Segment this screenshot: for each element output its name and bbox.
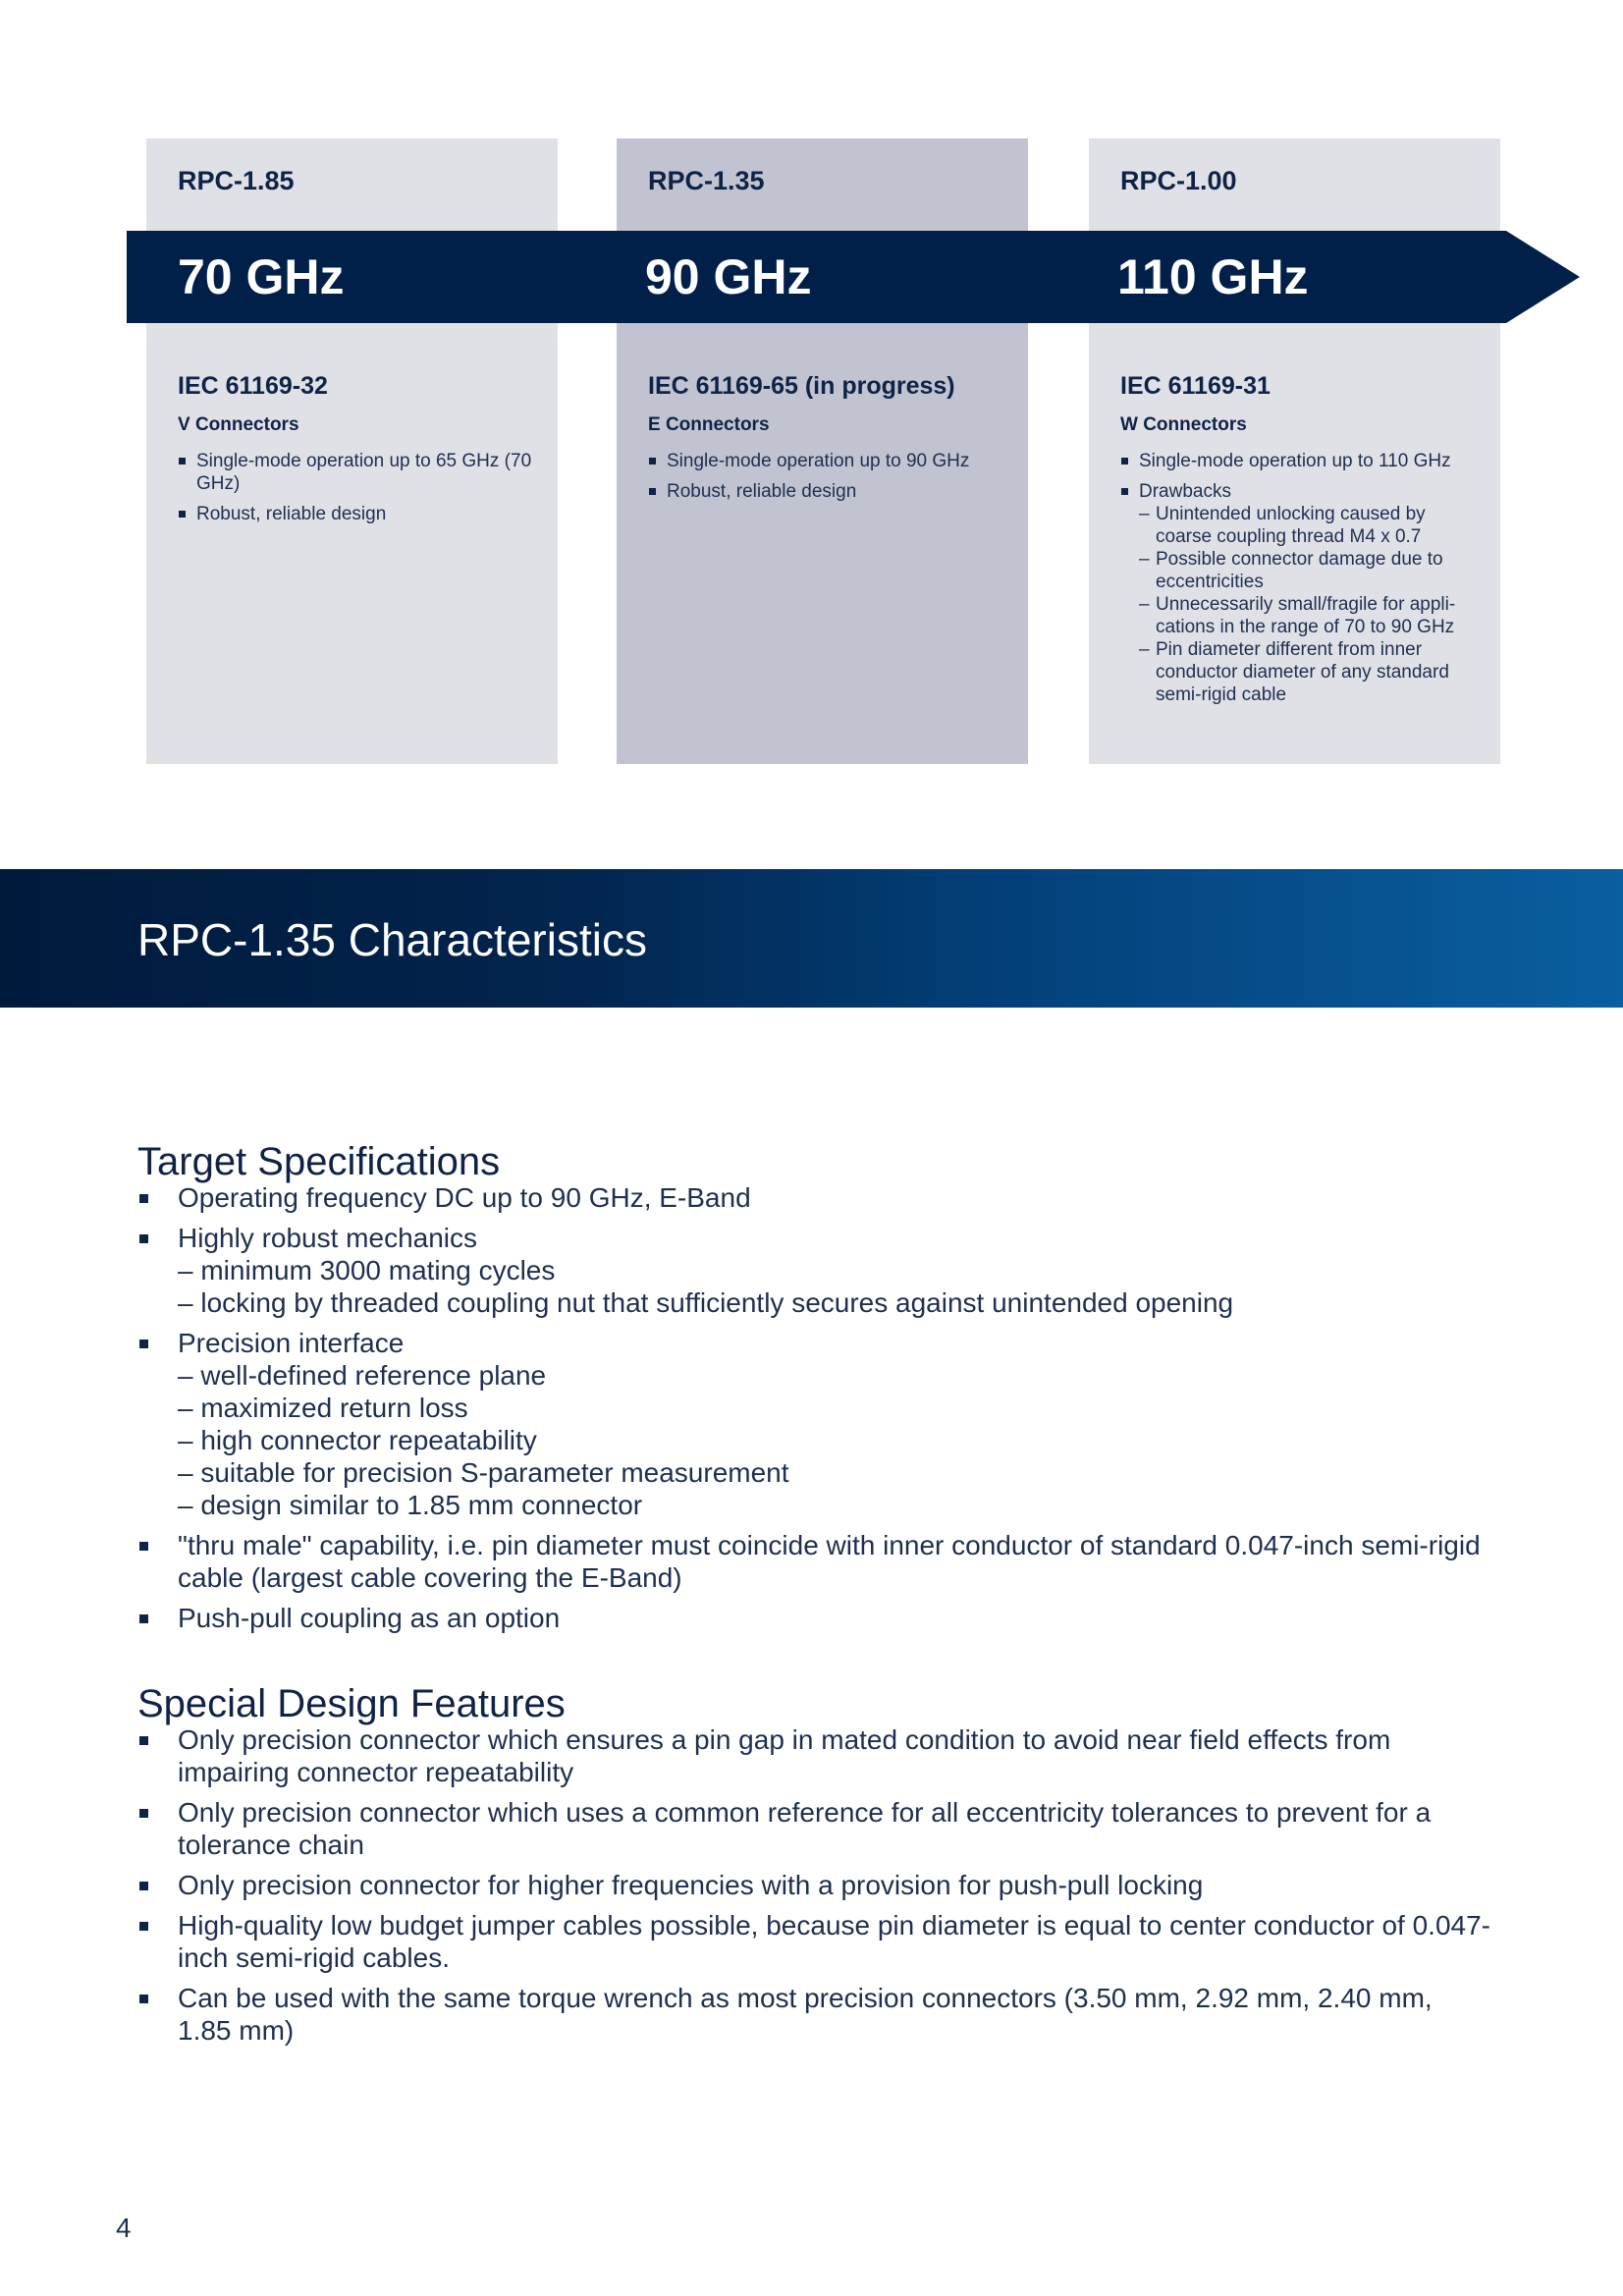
list-item: Robust, reliable design (178, 503, 534, 525)
list-item-text: Highly robust mechanics (178, 1223, 478, 1253)
list-item (137, 1602, 1492, 1634)
target-specifications-heading: Target Specifications (137, 1140, 501, 1183)
list-item: Robust, reliable design (648, 480, 1004, 503)
frequency-label: 110 GHz (1117, 249, 1309, 304)
list-item-text: "thru male" capability, i.e. pin diameter must coincide with inner conductor of standard 0.047-inch semi-rigid cable (largest cable covering the E-Band) (178, 1530, 1481, 1593)
column-title: RPC-1.35 (648, 166, 765, 195)
column-body (178, 372, 534, 533)
column-standard: IEC 61169-31 (1120, 372, 1271, 400)
list-item (137, 1327, 1492, 1521)
list-item: Single-mode operation up to 110 GHz (1120, 450, 1477, 472)
frequency-arrow (127, 231, 1580, 323)
list-item-text: Operating frequency DC up to 90 GHz, E-Band (178, 1182, 751, 1213)
column-connector-type: W Connectors (1120, 414, 1247, 435)
list-item (137, 1529, 1492, 1594)
column-feature-list (178, 450, 534, 525)
column-connector-type: E Connectors (648, 414, 770, 435)
list-item-text: Push-pull coupling as an option (178, 1603, 561, 1633)
list-item: Single-mode operation up to 65 GHz (70 GHz) (178, 450, 534, 495)
sub-list-item: – Possible connector damage due to eccentricities (1139, 548, 1477, 593)
list-item: Only precision connector for higher frequencies with a provision for push-pull locking (137, 1869, 1492, 1901)
list-item (137, 1222, 1492, 1319)
column-feature-list (1120, 450, 1477, 706)
banner-title: RPC-1.35 Characteristics (137, 914, 647, 965)
section-banner (0, 869, 1623, 1008)
sub-list-item: – Unnecessarily small/fragile for appli-cations in the range of 70 to 90 GHz (1139, 593, 1477, 638)
sub-item: – maximized return loss (178, 1393, 468, 1423)
column-connector-type: V Connectors (178, 414, 299, 435)
drawbacks-sublist (1139, 503, 1477, 706)
sub-item: – minimum 3000 mating cycles (178, 1255, 556, 1285)
column-title: RPC-1.85 (178, 166, 295, 195)
list-item: High-quality low budget jumper cables possible, because pin diameter is equal to center conductor of 0.047-inch semi-rigid cables. (137, 1909, 1492, 1974)
special-design-features-list (137, 1723, 1492, 2054)
column-body (648, 372, 1004, 511)
special-design-features-heading: Special Design Features (137, 1682, 566, 1725)
sub-item: – locking by threaded coupling nut that sufficiently secures against unintended opening (178, 1287, 1234, 1318)
target-specifications-list (137, 1181, 1492, 1642)
list-item: Single-mode operation up to 90 GHz (648, 450, 1004, 472)
sub-item: – high connector repeatability (178, 1425, 537, 1455)
sub-item: – suitable for precision S-parameter measurement (178, 1457, 789, 1488)
column-standard: IEC 61169-65 (in progress) (648, 372, 955, 400)
frequency-label: 90 GHz (645, 249, 812, 304)
list-item (1120, 480, 1477, 706)
list-item: Only precision connector which ensures a pin gap in mated condition to avoid near field effects from impairing connector repeatability (137, 1723, 1492, 1788)
list-item: Can be used with the same torque wrench as most precision connectors (3.50 mm, 2.92 mm, 2.40 mm, 1.85 mm) (137, 1982, 1492, 2047)
page-number: 4 (116, 2213, 132, 2243)
column-body (1120, 372, 1477, 714)
list-item: Only precision connector which uses a common reference for all eccentricity tolerances to prevent for a tolerance chain (137, 1796, 1492, 1861)
sub-item: – well-defined reference plane (178, 1360, 547, 1391)
list-item (137, 1181, 1492, 1214)
column-standard: IEC 61169-32 (178, 372, 328, 400)
list-item-label: Drawbacks (1139, 481, 1231, 502)
column-feature-list (648, 450, 1004, 503)
column-title: RPC-1.00 (1120, 166, 1237, 195)
sub-item: – design similar to 1.85 mm connector (178, 1490, 643, 1520)
frequency-label: 70 GHz (178, 249, 345, 304)
sub-list-item: – Pin diameter different from inner conductor diameter of any standard semi-rigid cable (1139, 638, 1477, 706)
list-item-text: Precision interface (178, 1328, 405, 1358)
sub-list-item: – Unintended unlocking caused by coarse coupling thread M4 x 0.7 (1139, 503, 1477, 548)
